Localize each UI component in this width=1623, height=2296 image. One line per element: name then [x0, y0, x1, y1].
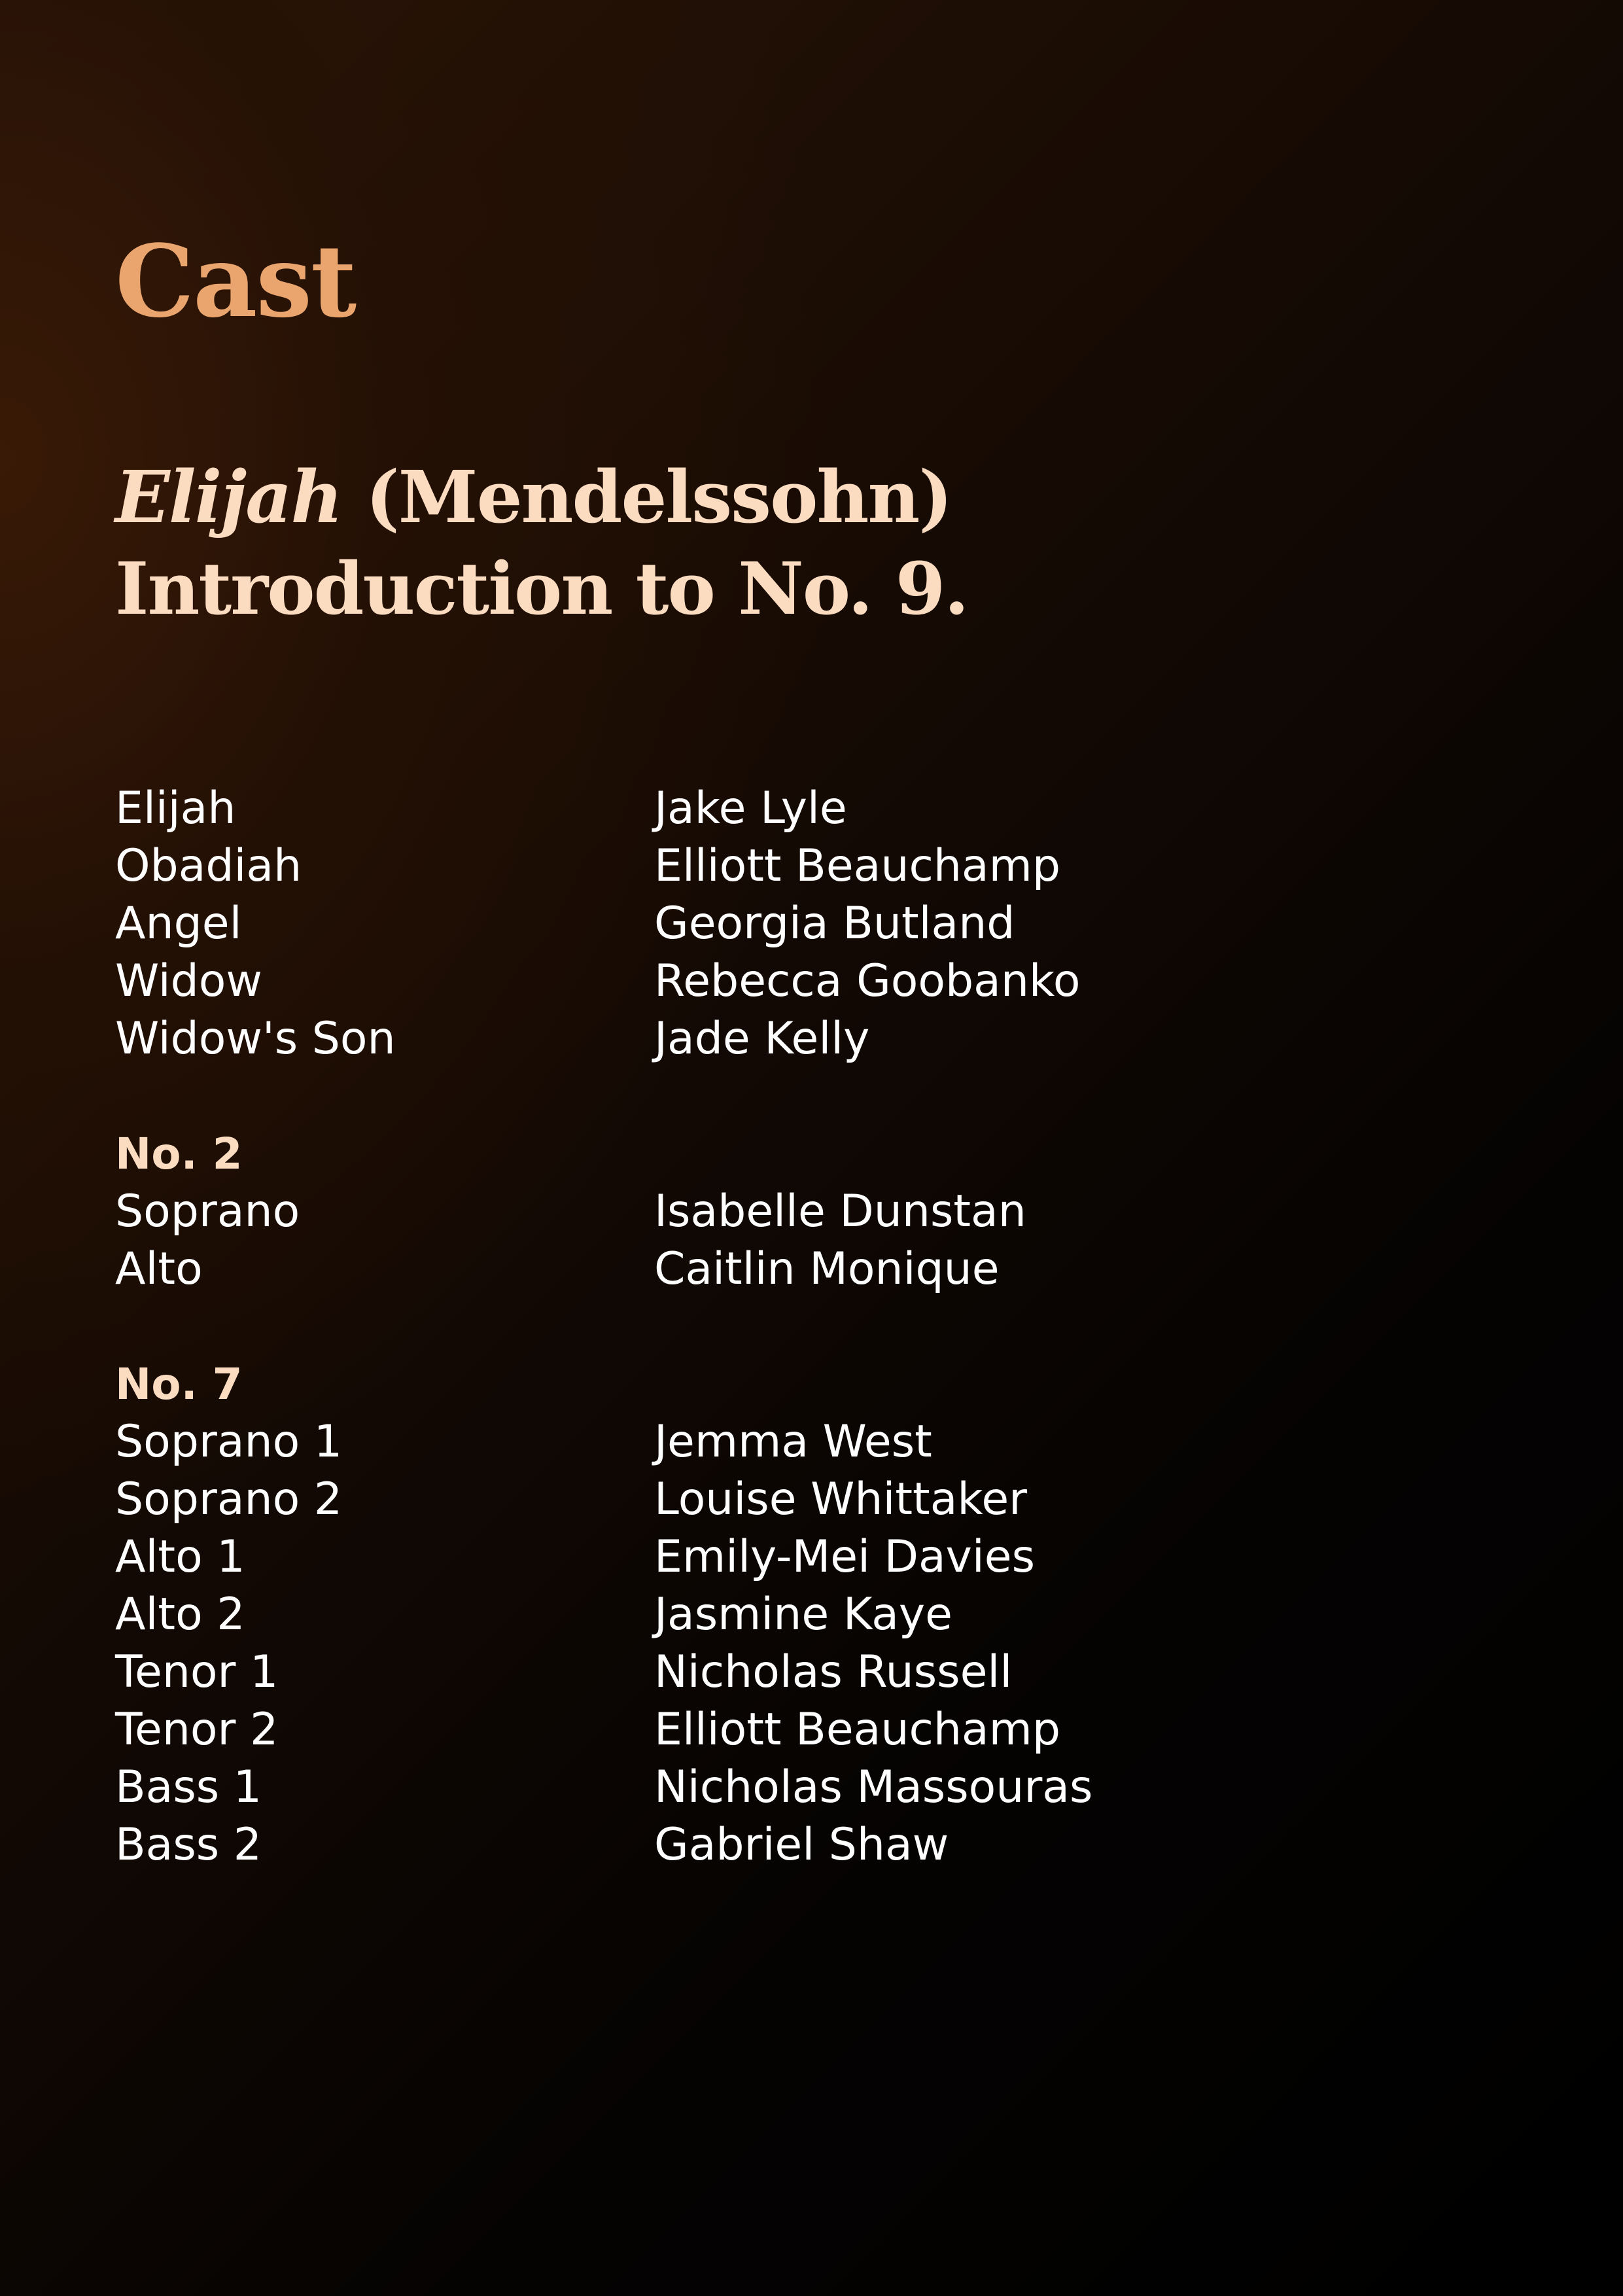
performer-name: Elliott Beauchamp: [654, 1704, 1060, 1756]
cast-row: [115, 1471, 1162, 1528]
section-spacer: [115, 1298, 1162, 1356]
cast-row: [115, 1759, 1162, 1816]
performer-name: Louise Whittaker: [654, 1474, 1028, 1525]
performer-name: Isabelle Dunstan: [654, 1186, 1026, 1237]
role-name: Obadiah: [115, 840, 302, 892]
cast-row: [115, 838, 1162, 895]
role-name: Widow's Son: [115, 1013, 396, 1065]
performer-name: Jade Kelly: [654, 1013, 870, 1065]
cast-row: [115, 895, 1162, 953]
role-name: Bass 1: [115, 1761, 262, 1813]
role-name: Soprano: [115, 1186, 300, 1237]
performer-name: Jasmine Kaye: [654, 1589, 952, 1640]
performer-name: Georgia Butland: [654, 898, 1015, 949]
cast-row: [115, 953, 1162, 1010]
section-spacer: [115, 1068, 1162, 1125]
cast-row: [115, 1586, 1162, 1644]
cast-row: [115, 1701, 1162, 1759]
role-name: Angel: [115, 898, 242, 949]
role-name: Elijah: [115, 783, 236, 834]
performer-name: Nicholas Massouras: [654, 1761, 1093, 1813]
cast-row: [115, 1644, 1162, 1701]
performer-name: Elliott Beauchamp: [654, 840, 1060, 892]
role-name: Alto 2: [115, 1589, 245, 1640]
cast-row: [115, 1010, 1162, 1068]
performer-name: Jemma West: [654, 1416, 932, 1468]
section-heading: No. 7: [115, 1359, 243, 1409]
cast-roster: [115, 780, 1162, 1874]
performer-name: Emily-Mei Davies: [654, 1531, 1036, 1583]
page-title: Cast: [115, 222, 356, 340]
work-heading: [115, 451, 968, 635]
cast-row: [115, 1528, 1162, 1586]
cast-row: [115, 1816, 1162, 1874]
role-name: Alto: [115, 1243, 203, 1295]
cast-row: [115, 1413, 1162, 1471]
section-heading: No. 2: [115, 1129, 243, 1179]
performer-name: Rebecca Goobanko: [654, 955, 1081, 1007]
cast-row: [115, 1241, 1162, 1298]
performer-name: Nicholas Russell: [654, 1646, 1013, 1698]
cast-row: [115, 1183, 1162, 1241]
performer-name: Gabriel Shaw: [654, 1819, 949, 1871]
work-subtitle: Introduction to No. 9.: [115, 546, 968, 631]
work-name: Elijah: [115, 455, 342, 539]
role-name: Alto 1: [115, 1531, 245, 1583]
role-name: Soprano 1: [115, 1416, 343, 1468]
performer-name: Caitlin Monique: [654, 1243, 1000, 1295]
performer-name: Jake Lyle: [654, 783, 847, 834]
work-title-line: [115, 451, 968, 543]
work-composer: (Mendelssohn): [365, 455, 952, 539]
role-name: Tenor 2: [115, 1704, 279, 1756]
role-name: Bass 2: [115, 1819, 262, 1871]
role-name: Soprano 2: [115, 1474, 343, 1525]
cast-row: [115, 780, 1162, 838]
role-name: Widow: [115, 955, 263, 1007]
role-name: Tenor 1: [115, 1646, 279, 1698]
